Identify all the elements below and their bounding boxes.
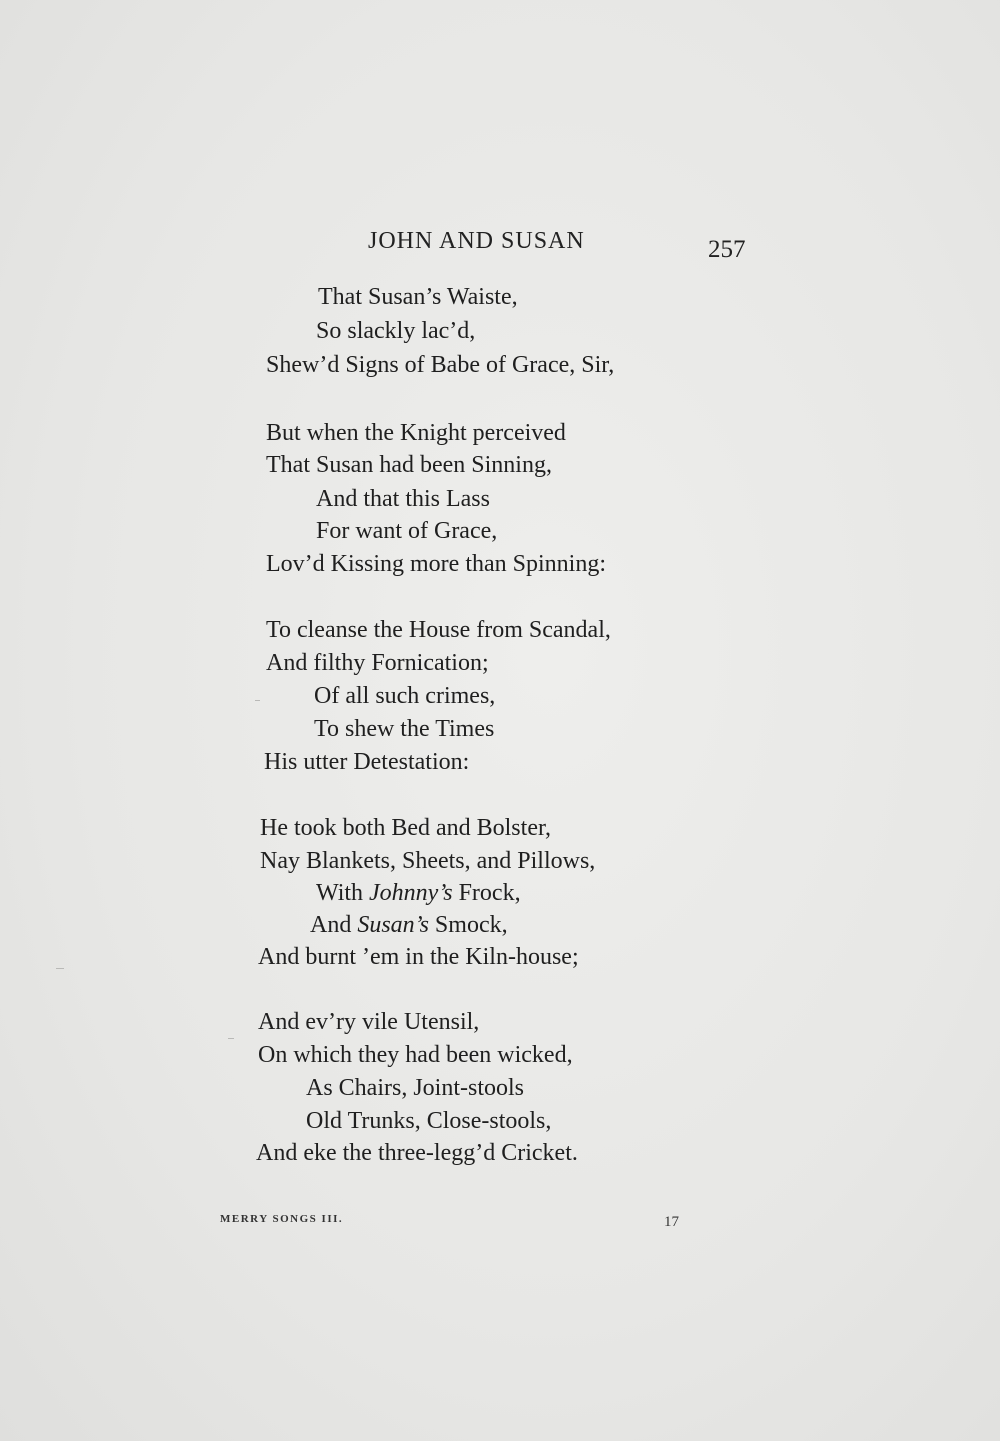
poem-line: Nay Blankets, Sheets, and Pillows, — [260, 848, 596, 874]
paper-speck — [228, 1038, 234, 1039]
poem-line: For want of Grace, — [316, 518, 498, 544]
poem-word: Smock, — [434, 912, 508, 938]
poem-line: He took both Bed and Bolster, — [260, 815, 551, 841]
poem-line: And ev’ry vile Utensil, — [258, 1009, 480, 1035]
poem-line: To cleanse the House from Scandal, — [266, 617, 611, 643]
poem-line: As Chairs, Joint-stools — [306, 1075, 525, 1101]
poem-line: That Susan’s Waiste, — [318, 284, 518, 310]
poem-line: Old Trunks, Close-stools, — [306, 1108, 552, 1134]
poem-line: Shew’d Signs of Babe of Grace, Sir, — [266, 352, 615, 378]
paper-speck — [255, 700, 260, 701]
poem-line: And filthy Fornication; — [266, 650, 489, 676]
poem-line: On which they had been wicked, — [258, 1042, 573, 1068]
sheet-number: 17 — [664, 1214, 679, 1230]
poem-line: His utter Detestation: — [264, 749, 470, 775]
poem-italic-word: Susan’s — [357, 912, 429, 938]
poem-line: That Susan had been Sinning, — [266, 452, 552, 478]
poem-line — [316, 880, 521, 907]
running-head-title: JOHN AND SUSAN — [368, 228, 585, 254]
poem-word: And — [310, 912, 352, 938]
page-number: 257 — [708, 236, 746, 263]
paper-speck — [56, 968, 64, 969]
poem-line: Lov’d Kissing more than Spinning: — [266, 551, 606, 577]
poem-italic-word: Johnny’s — [369, 880, 453, 906]
poem-line: And burnt ’em in the Kiln-house; — [258, 944, 579, 970]
poem-line: And eke the three-legg’d Cricket. — [256, 1140, 578, 1166]
poem-word: With — [316, 880, 364, 906]
printer-signature: MERRY SONGS III. — [220, 1213, 344, 1225]
poem-line: But when the Knight perceived — [266, 420, 566, 446]
poem-line: So slackly lac’d, — [316, 318, 476, 344]
poem-line: Of all such crimes, — [314, 683, 496, 709]
poem-line: And that this Lass — [316, 486, 490, 512]
poem-line — [310, 912, 508, 939]
poem-line: To shew the Times — [314, 716, 495, 742]
poem-word: Frock, — [458, 880, 521, 906]
